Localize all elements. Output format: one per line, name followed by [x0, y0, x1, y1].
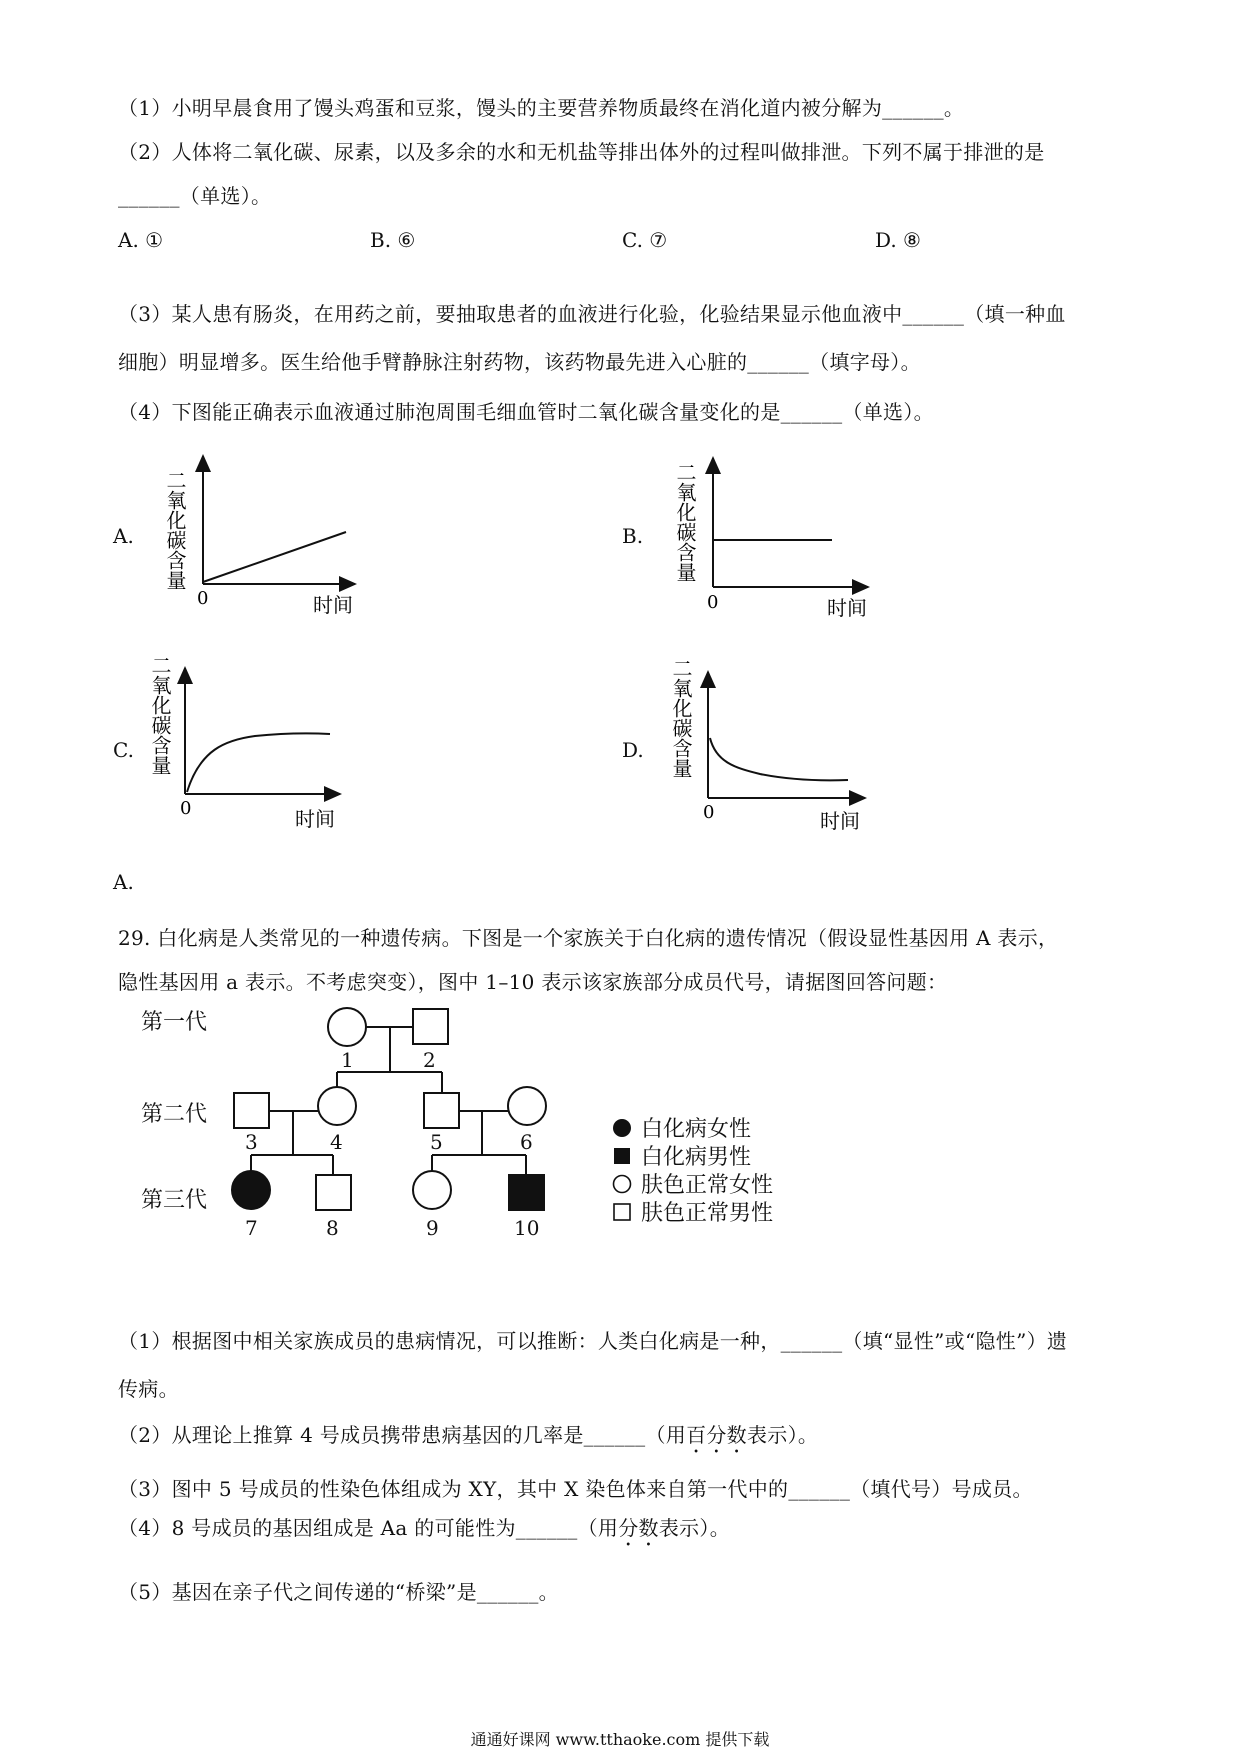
q29-part2-text: （2）从理论上推算 4 号成员携带患病基因的几率是______（用 — [118, 1423, 687, 1447]
graph-c-origin: 0 — [180, 798, 192, 819]
graph-b-xlabel: 时间 — [827, 596, 867, 620]
member-2-number: 2 — [423, 1048, 436, 1072]
graph-c-ylabel: 二氧化碳含量 — [148, 655, 172, 775]
q28-part1: （1）小明早晨食用了馒头鸡蛋和豆浆，馒头的主要营养物质最终在消化道内被分解为______。 — [118, 96, 965, 120]
member-10-symbol — [509, 1175, 544, 1210]
option-c: C. ⑦ — [622, 228, 668, 252]
member-8-number: 8 — [326, 1216, 339, 1240]
legend-affected-male-label: 白化病男性 — [641, 1145, 752, 1170]
generation-3-label: 第三代 — [141, 1188, 208, 1213]
graph-c — [145, 650, 355, 835]
graph-c-xlabel: 时间 — [295, 807, 335, 831]
legend-affected-female-label: 白化病女性 — [641, 1117, 752, 1142]
page-footer: 通通好课网 www.tthaoke.com 提供下载 — [470, 1730, 770, 1749]
legend-affected-female — [612, 1117, 751, 1143]
q29-part2-emphasis: 百分数 — [686, 1423, 747, 1447]
hollow-square-icon — [612, 1202, 634, 1222]
q29-part4-text: （4）8 号成员的基因组成是 Aa 的可能性为______（用 — [118, 1516, 619, 1540]
member-4-symbol — [318, 1087, 356, 1125]
member-9-number: 9 — [426, 1216, 439, 1240]
q28-part4: （4）下图能正确表示血液通过肺泡周围毛细血管时二氧化碳含量变化的是______（单选）。 — [118, 400, 934, 424]
graph-c-label: C. — [113, 738, 134, 762]
filled-square-icon — [612, 1146, 634, 1166]
option-d: D. ⑧ — [875, 228, 921, 252]
q28-part2-line1: （2）人体将二氧化碳、尿素，以及多余的水和无机盐等排出体外的过程叫做排泄。下列不属于排泄的是 — [118, 140, 1045, 164]
generation-1-label: 第一代 — [141, 1010, 208, 1035]
q29-part4-emphasis: 分数 — [618, 1516, 659, 1540]
option-a: A. ① — [118, 228, 164, 252]
q29-part2-end: 表示）。 — [746, 1423, 819, 1447]
graph-a-curve — [203, 532, 346, 582]
graph-a-label: A. — [113, 524, 134, 548]
member-6-symbol — [508, 1087, 546, 1125]
member-7-symbol — [232, 1171, 270, 1209]
graph-b-origin: 0 — [707, 592, 719, 613]
member-8-symbol — [316, 1175, 351, 1210]
q29-part1-line2: 传病。 — [118, 1377, 179, 1401]
member-2-symbol — [413, 1009, 448, 1044]
legend-normal-male — [612, 1201, 773, 1227]
q28-part3-line2: 细胞）明显增多。医生给他手臂静脉注射药物，该药物最先进入心脏的______（填字母）。 — [118, 350, 921, 374]
q29-intro-line1: 29. 白化病是人类常见的一种遗传病。下图是一个家族关于白化病的遗传情况（假设显性基因用 A 表示， — [118, 926, 1059, 950]
q29-part4 — [118, 1514, 730, 1551]
member-7-number: 7 — [245, 1216, 258, 1240]
q28-part3-line1: （3）某人患有肠炎，在用药之前，要抽取患者的血液进行化验，化验结果显示他血液中______（填一种血 — [118, 302, 1066, 326]
filled-circle-icon — [612, 1118, 634, 1138]
graph-a-xlabel: 时间 — [313, 593, 353, 617]
graph-b — [670, 442, 880, 622]
graph-d-origin: 0 — [703, 802, 715, 823]
q28-part2-line2: ______（单选）。 — [118, 184, 272, 208]
member-5-number: 5 — [430, 1130, 443, 1154]
graph-d-curve — [710, 738, 848, 780]
graph-b-label: B. — [622, 524, 644, 548]
member-1-symbol — [328, 1008, 366, 1046]
q29-part1-line1: （1）根据图中相关家族成员的患病情况，可以推断：人类白化病是一种，______（填“显性”或“隐性”）遗 — [118, 1329, 1068, 1353]
member-9-symbol — [413, 1171, 451, 1209]
member-4-number: 4 — [330, 1130, 343, 1154]
member-1-number: 1 — [341, 1048, 354, 1072]
graph-d-xlabel: 时间 — [820, 809, 860, 833]
member-10-number: 10 — [514, 1216, 540, 1240]
option-b: B. ⑥ — [370, 228, 416, 252]
q29-part5: （5）基因在亲子代之间传递的“桥梁”是______。 — [118, 1580, 559, 1604]
graph-a-ylabel: 二氧化碳含量 — [163, 470, 187, 590]
graph-c-curve — [187, 733, 330, 792]
q29-intro-line2: 隐性基因用 a 表示。不考虑突变），图中 1–10 表示该家族部分成员代号，请据图回答问题： — [118, 970, 948, 994]
member-6-number: 6 — [520, 1130, 533, 1154]
graph-b-ylabel: 二氧化碳含量 — [673, 462, 697, 582]
q29-part2 — [118, 1421, 818, 1458]
answer-mark: A. — [113, 870, 134, 894]
graph-d — [660, 650, 875, 835]
legend-normal-male-label: 肤色正常男性 — [641, 1201, 774, 1226]
member-3-number: 3 — [245, 1130, 258, 1154]
legend-affected-male — [612, 1145, 751, 1171]
q29-part3: （3）图中 5 号成员的性染色体组成为 XY，其中 X 染色体来自第一代中的______（填代号）号成员。 — [118, 1477, 1033, 1501]
legend-normal-female-label: 肤色正常女性 — [641, 1173, 774, 1198]
graph-d-ylabel: 二氧化碳含量 — [669, 658, 693, 778]
graph-a — [160, 440, 370, 620]
generation-2-label: 第二代 — [141, 1102, 208, 1127]
legend-normal-female — [612, 1173, 773, 1199]
member-3-symbol — [234, 1093, 269, 1128]
member-5-symbol — [424, 1093, 459, 1128]
graph-d-label: D. — [622, 738, 644, 762]
hollow-circle-icon — [612, 1174, 634, 1194]
graph-a-origin: 0 — [197, 588, 209, 609]
q29-part4-end: 表示）。 — [658, 1516, 731, 1540]
pedigree-chart — [220, 995, 580, 1265]
